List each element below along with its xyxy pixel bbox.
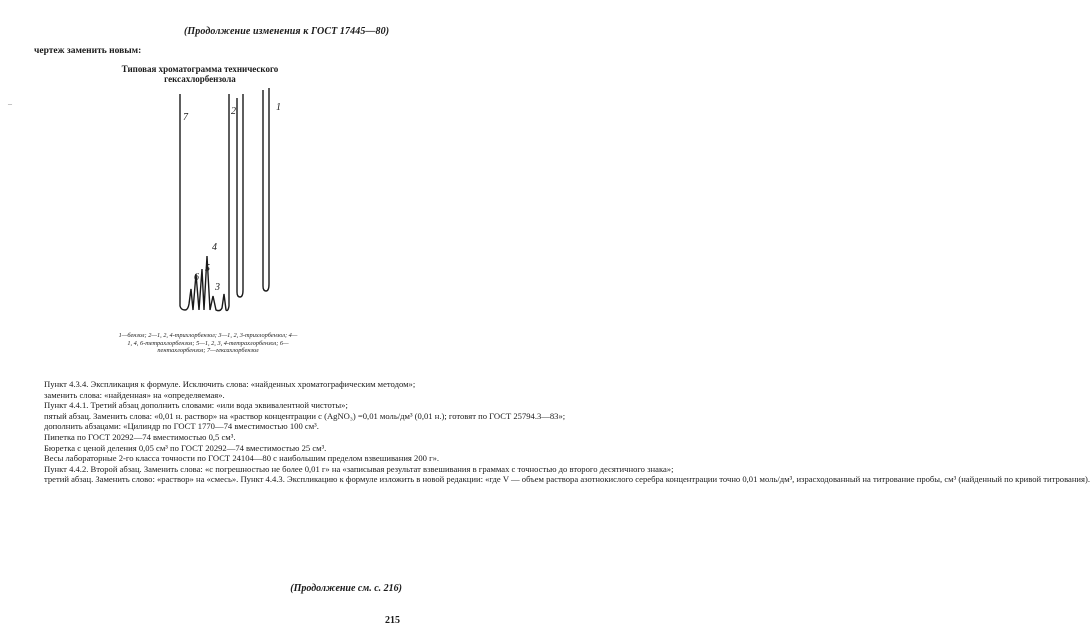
peak-1-trace [263,88,269,291]
chromatogram-legend: 1—бензол; 2—1, 2, 4-трихлорбензол; 3—1, 2, 3-трихлорбензол; 4—1, 4, 6-тетрахлорбензол; 5—1, 2, 3, 4-тетрахлорбензол; 6—пентахлорбензол; 7—гексахлорбензол [118,332,298,355]
paragraph-fifth: пятый абзац. Заменить слова: «0,01 н. раствор» на «раствор концентрации с (AgNO₃) =0,01 моль/дм³ (0,01 н.); готовят по ГОСТ 25794.3—83»; [44,410,566,421]
peak-2-trace [237,94,243,297]
peak-label-6: 6 [194,272,199,283]
peak-label-3: 3 [215,282,220,293]
chromatogram-figure [150,84,280,324]
peak-label-5: 5 [205,263,210,274]
body-text [32,379,1090,485]
paragraph-pipette: Пипетка по ГОСТ 20292—74 вместимостью 0,5 см³. [44,431,236,442]
intro-line: чертеж заменить новым: [34,46,142,56]
chromatogram-title: Типовая хроматограмма технического гексахлорбензола [121,64,279,84]
paragraph-cylinder: дополнить абзацами: «Цилиндр по ГОСТ 1770—74 вместимостью 100 см³. [44,421,319,432]
continuation-note: (Продолжение см. с. 216) [290,583,402,594]
paragraph-third: третий абзац. Заменить слово: «раствор» на «смесь». Пункт 4.4.3. Экспликацию к формуле изложить в новой редакции: «где V — объем раствора азотнокислого серебра концентрации точно 0,01 моль/дм³, израсходованный на титрование пробы, см³ (найденный по кривой титрования). [44,474,1090,485]
paragraph-replace-words: заменить слова: «найденная» на «определяемая». [44,389,225,400]
peak-label-2: 2 [231,106,236,117]
paragraph-4-4-2: Пункт 4.4.2. Второй абзац. Заменить слова: «с погрешностью не более 0,01 г» на «записывая результат взвешивания в граммах с точностью до второго десятичного знака»; [44,463,674,474]
paragraph-4-4-1: Пункт 4.4.1. Третий абзац дополнить словами: «или вода эквивалентной чистоты»; [44,400,348,411]
paragraph-scales: Весы лабораторные 2-го класса точности по ГОСТ 24104—80 с наибольшим пределом взвешивания 200 г». [44,453,440,464]
page-number: 215 [385,615,400,626]
paragraph-burette: Бюретка с ценой деления 0,05 см³ по ГОСТ 20292—74 вместимостью 25 см³. [44,442,327,453]
paragraph-4-3-4: Пункт 4.3.4. Экспликация к формуле. Исключить слова: «найденных хроматографическим методом»; [44,379,416,389]
peak-label-4: 4 [212,242,217,253]
chromatogram-trace [180,94,229,311]
peak-label-7: 7 [183,112,188,123]
peak-label-1: 1 [276,102,281,113]
page-header: (Продолжение изменения к ГОСТ 17445—80) [184,26,390,37]
margin-mark: – [8,99,12,108]
